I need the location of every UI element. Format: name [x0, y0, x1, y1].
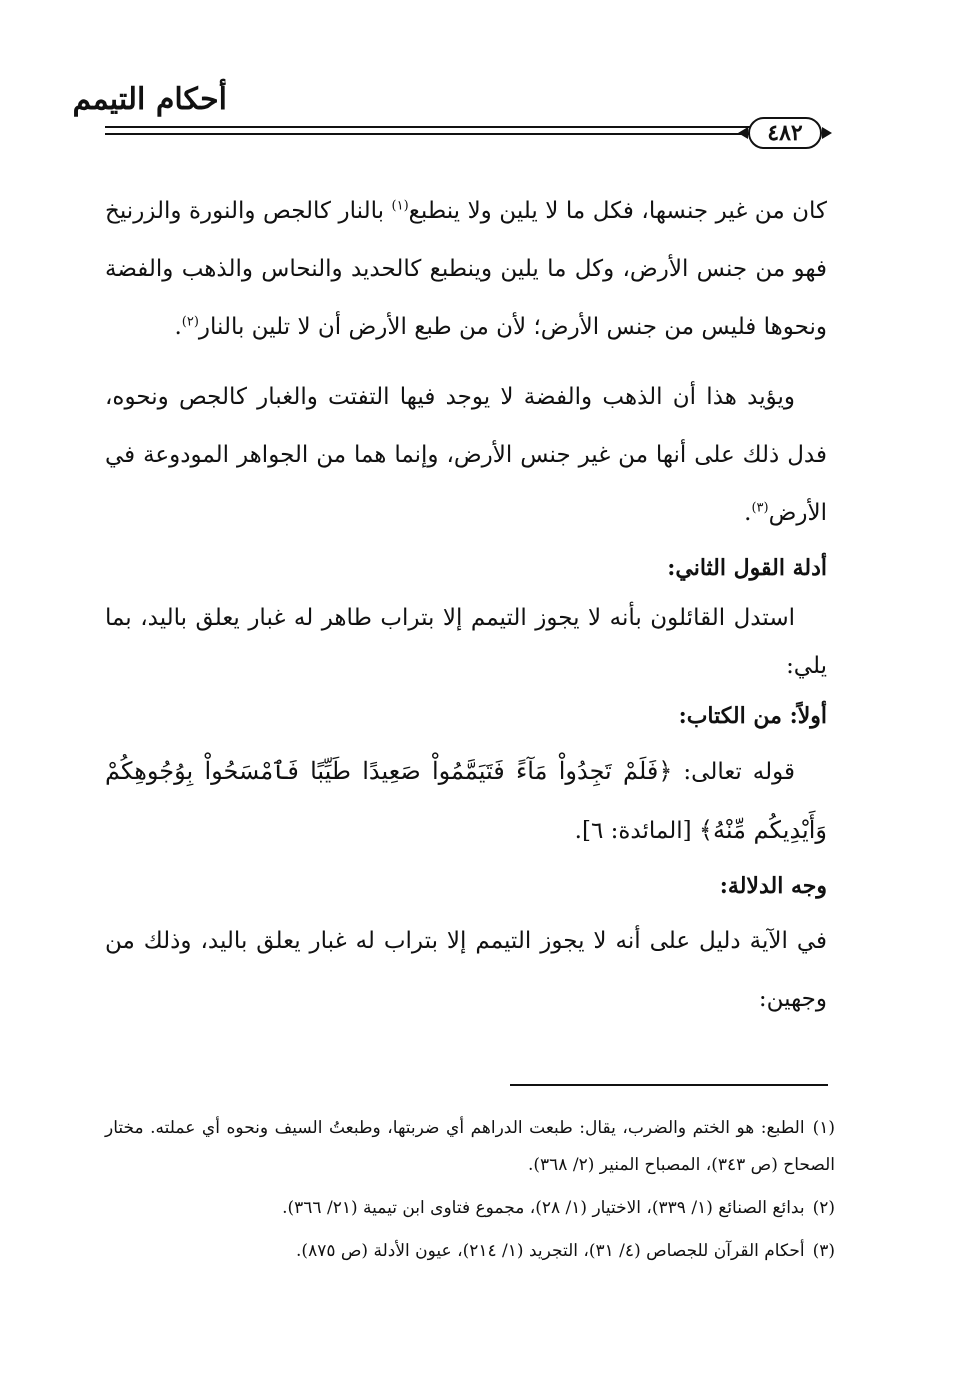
footnote-1-text: الطبع: هو الختم والضرب، يقال: طبعت الدراهم أي ضربتها، وطبعتُ السيف ونحوه أي عملته. مختار الصحاح (ص ٣٤٣)، المصباح المنير (٢/ ٣٦٨). [105, 1118, 835, 1175]
footnote-2-text: بدائع الصنائع (١/ ٣٣٩)، الاختيار (١/ ٢٨)، مجموع فتاوى ابن تيمية (٢١/ ٣٦٦). [282, 1198, 805, 1218]
section-heading-second-opinion-evidence: أدلة القول الثاني: [667, 555, 827, 581]
paragraph-4-verse [105, 742, 827, 860]
paragraph-1-text: كان من غير جنسها، فكل ما لا يلين ولا ينطبع [408, 198, 827, 224]
footnote-ref-3[interactable]: (٣) [751, 500, 769, 516]
header-rule [105, 126, 760, 128]
footnote-2 [105, 1190, 835, 1227]
running-header-title: أحكام التيمم [72, 82, 227, 117]
paragraph-2 [105, 368, 827, 542]
paragraph-2-end: . [744, 500, 752, 526]
footnote-ref-2[interactable]: (٢) [181, 314, 199, 330]
paragraph-1 [105, 182, 827, 356]
paragraph-3: استدل القائلون بأنه لا يجوز التيمم إلا بتراب طاهر له غبار يعلق باليد، بما يلي: [105, 605, 827, 679]
paragraph-5: في الآية دليل على أنه لا يجوز التيمم إلا بتراب له غبار يعلق باليد، وذلك من وجهين: [105, 928, 827, 1012]
footnote-ref-1[interactable]: (١) [391, 198, 409, 214]
verse-intro: قوله تعالى: [672, 759, 795, 785]
verse-reference: [المائدة: ٦]. [574, 818, 699, 844]
footnote-3-text: أحكام القرآن للجصاص (٤/ ٣١)، التجريد (١/ ٢١٤)، عيون الأدلة (ص ٨٧٥). [296, 1241, 805, 1261]
footnote-1 [105, 1110, 835, 1184]
header-rule-secondary [105, 133, 760, 135]
page-number-badge: ٤٨٢ [748, 117, 822, 149]
main-text [105, 182, 827, 1028]
footnotes [105, 1110, 835, 1276]
footnote-separator [510, 1084, 828, 1086]
subheading-point-of-evidence: وجه الدلالة: [719, 873, 827, 899]
quran-verse: ﴿فَلَمْ تَجِدُواْ مَآءً فَتَيَمَّمُواْ صَعِيدًا طَيِّبًا فَٱمْسَحُواْ بِوُجُوهِكُمْ وَأَيْدِيكُم مِّنْهُ﴾ [105, 757, 827, 844]
paragraph-1-text-cont: بالنار كالجص والنورة والزرنيخ فهو من جنس الأرض، وكل ما يلين وينطبع كالحديد والنحاس والذهب والفضة ونحوها فليس من جنس الأرض؛ لأن من طبع الأرض أن لا تلين بالنار [105, 198, 827, 340]
subheading-from-the-book: أولاً: من الكتاب: [678, 703, 827, 729]
paragraph-2-text: ويؤيد هذا أن الذهب والفضة لا يوجد فيها التفتت والغبار كالجص ونحوه، فدل ذلك على أنها من غير جنس الأرض، وإنما هما من الجواهر المودوعة في الأرض [105, 384, 827, 526]
footnote-3 [105, 1233, 835, 1270]
footnote-3-number: (٣) [812, 1241, 835, 1261]
footnote-2-number: (٢) [812, 1198, 835, 1218]
footnote-1-number: (١) [812, 1118, 835, 1138]
paragraph-1-end: . [174, 314, 182, 340]
